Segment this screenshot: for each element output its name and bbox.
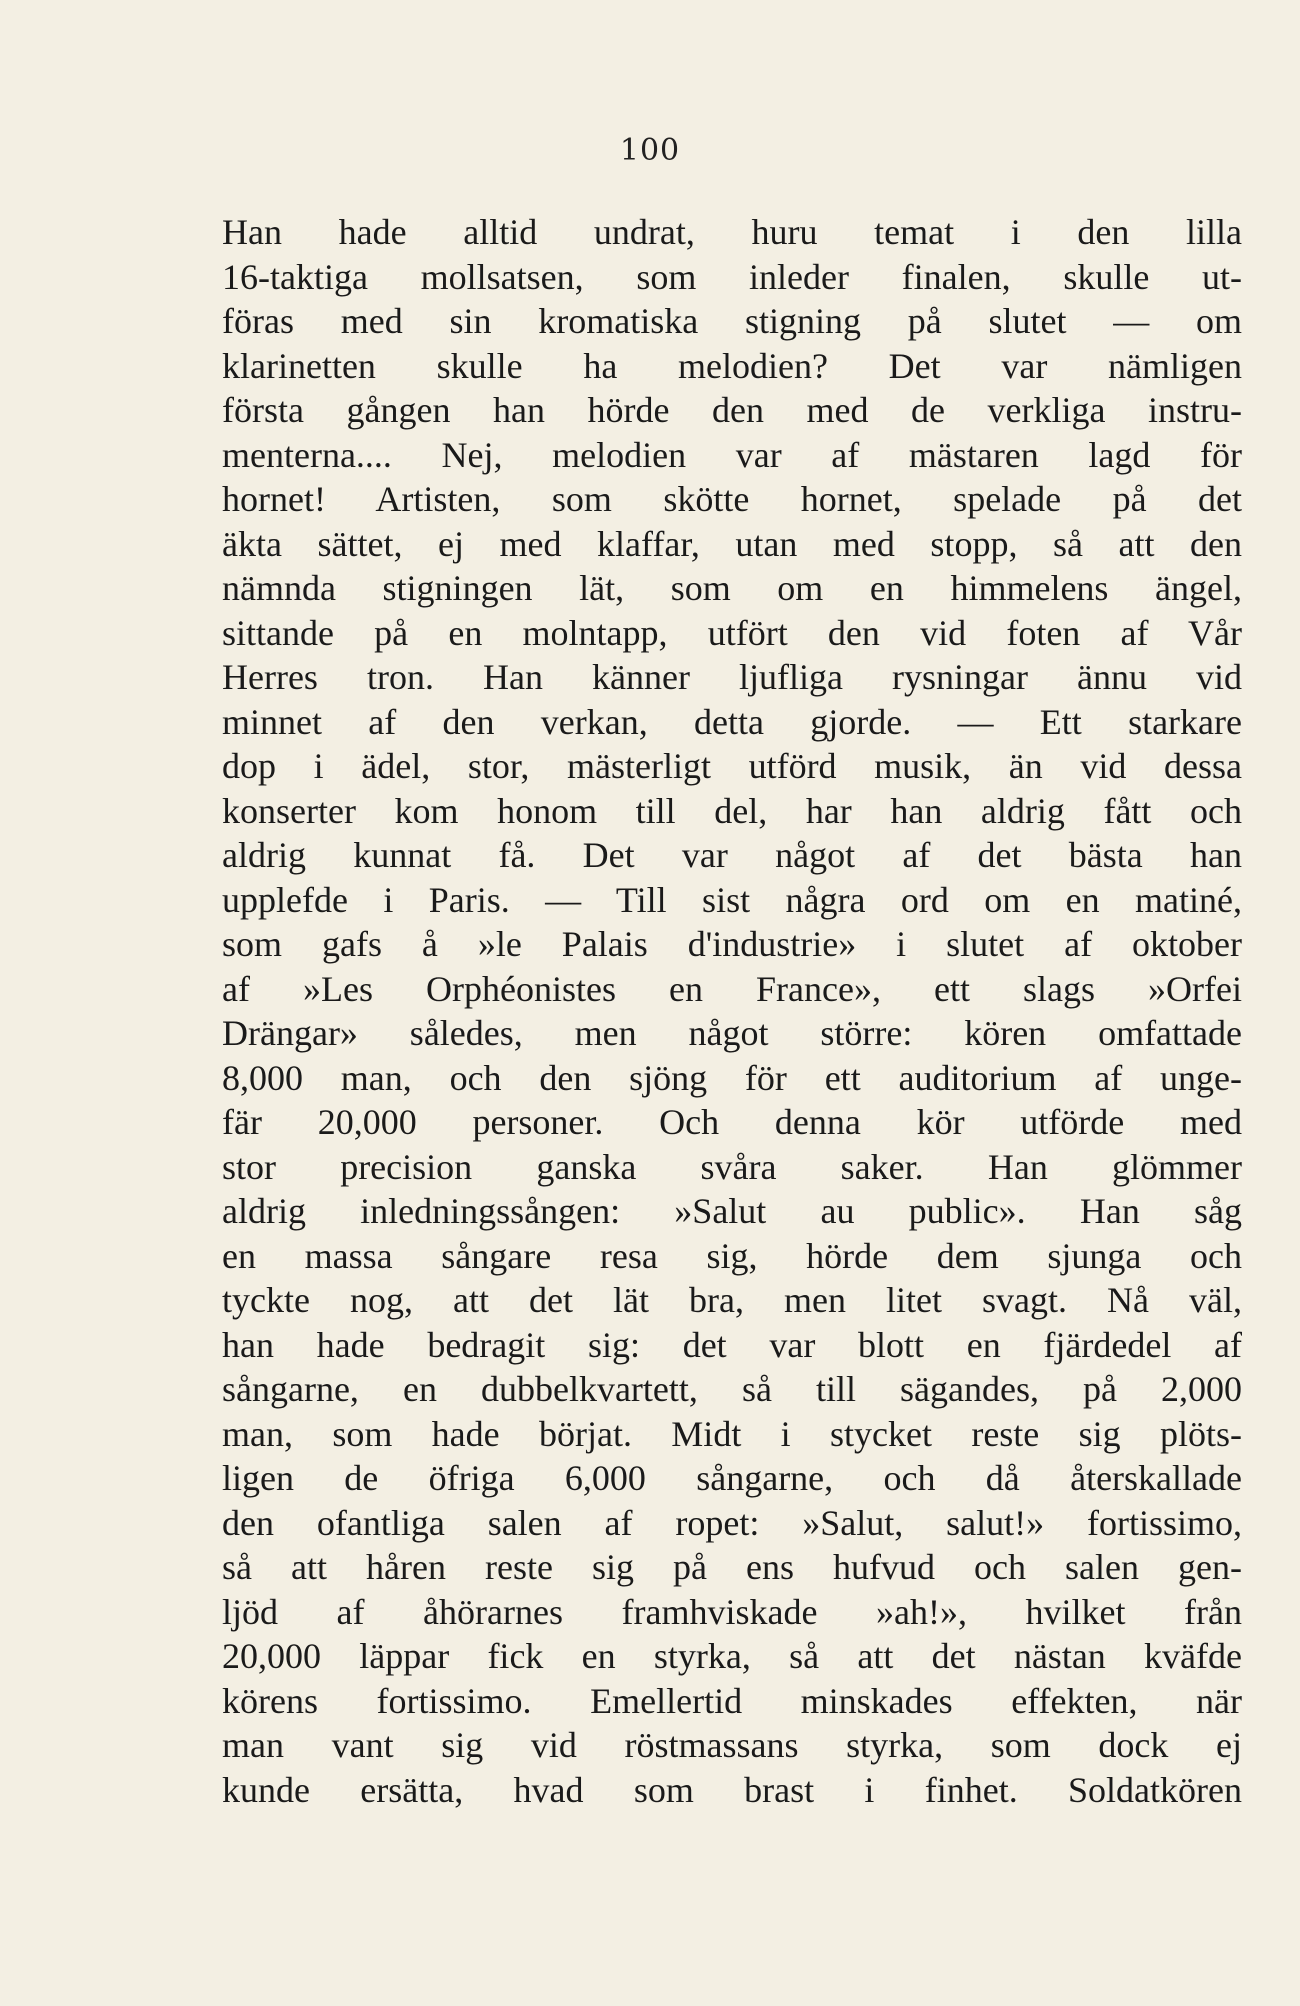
text-line: konserter kom honom till del, har han aldrig fått och [222, 790, 1242, 831]
text-line: Herres tron. Han känner ljufliga rysningar ännu vid [222, 657, 1242, 697]
text-line: 20,000 läppar fick en styrka, så att det nästan kväfde [222, 1636, 1242, 1676]
text-line: nämnda stigningen lät, som om en himmelens ängel, [222, 568, 1242, 608]
text-line: man vant sig vid röstmassans styrka, som dock ej [222, 1725, 1242, 1765]
text-line: tyckte nog, att det lät bra, men litet svagt. Nå väl, [222, 1280, 1242, 1320]
text-line: första gången han hörde den med de verkliga instru- [222, 390, 1242, 430]
text-line: menterna.... Nej, melodien var af mästaren lagd för [222, 434, 1242, 475]
text-line: körens fortissimo. Emellertid minskades effekten, när [222, 1680, 1242, 1721]
text-line: 8,000 man, och den sjöng för ett auditorium af unge- [222, 1057, 1242, 1098]
text-line: dop i ädel, stor, mästerligt utförd musik, än vid dessa [222, 746, 1242, 786]
text-line: äkta sättet, ej med klaffar, utan med stopp, så att den [222, 523, 1242, 564]
text-line: som gafs å »le Palais d'industrie» i slutet af oktober [222, 924, 1242, 964]
body-text [222, 210, 1242, 1812]
text-line: fär 20,000 personer. Och denna kör utförde med [222, 1102, 1242, 1142]
text-line: upplefde i Paris. — Till sist några ord om en matiné, [222, 879, 1242, 920]
text-line: den ofantliga salen af ropet: »Salut, salut!» fortissimo, [222, 1502, 1242, 1543]
text-line: kunde ersätta, hvad som brast i finhet. Soldatkören [222, 1769, 1242, 1810]
text-line: af »Les Orphéonistes en France», ett slags »Orfei [222, 968, 1242, 1009]
text-line: klarinetten skulle ha melodien? Det var nämligen [222, 345, 1242, 386]
text-line: ligen de öfriga 6,000 sångarne, och då återskallade [222, 1458, 1242, 1498]
text-line: hornet! Artisten, som skötte hornet, spelade på det [222, 479, 1242, 519]
text-line: stor precision ganska svåra saker. Han glömmer [222, 1146, 1242, 1187]
page-number: 100 [619, 133, 681, 168]
text-line: en massa sångare resa sig, hörde dem sjunga och [222, 1235, 1242, 1276]
text-line: föras med sin kromatiska stigning på slutet — om [222, 301, 1242, 341]
text-line: Drängar» således, men något större: kören omfattade [222, 1013, 1242, 1053]
text-line: sångarne, en dubbelkvartett, så till sägandes, på 2,000 [222, 1369, 1242, 1409]
text-line: aldrig inledningssången: »Salut au public». Han såg [222, 1191, 1242, 1231]
text-line: man, som hade börjat. Midt i stycket reste sig plöts- [222, 1413, 1242, 1454]
text-line: han hade bedragit sig: det var blott en fjärdedel af [222, 1324, 1242, 1365]
text-line: ljöd af åhörarnes framhviskade »ah!», hvilket från [222, 1591, 1242, 1632]
text-line: så att håren reste sig på ens hufvud och salen gen- [222, 1547, 1242, 1587]
text-line: minnet af den verkan, detta gjorde. — Ett starkare [222, 701, 1242, 742]
text-line: 16-taktiga mollsatsen, som inleder finalen, skulle ut- [222, 256, 1242, 297]
text-line: sittande på en molntapp, utfört den vid foten af Vår [222, 612, 1242, 653]
text-line: aldrig kunnat få. Det var något af det bästa han [222, 835, 1242, 875]
text-line: Han hade alltid undrat, huru temat i den lilla [222, 212, 1242, 252]
